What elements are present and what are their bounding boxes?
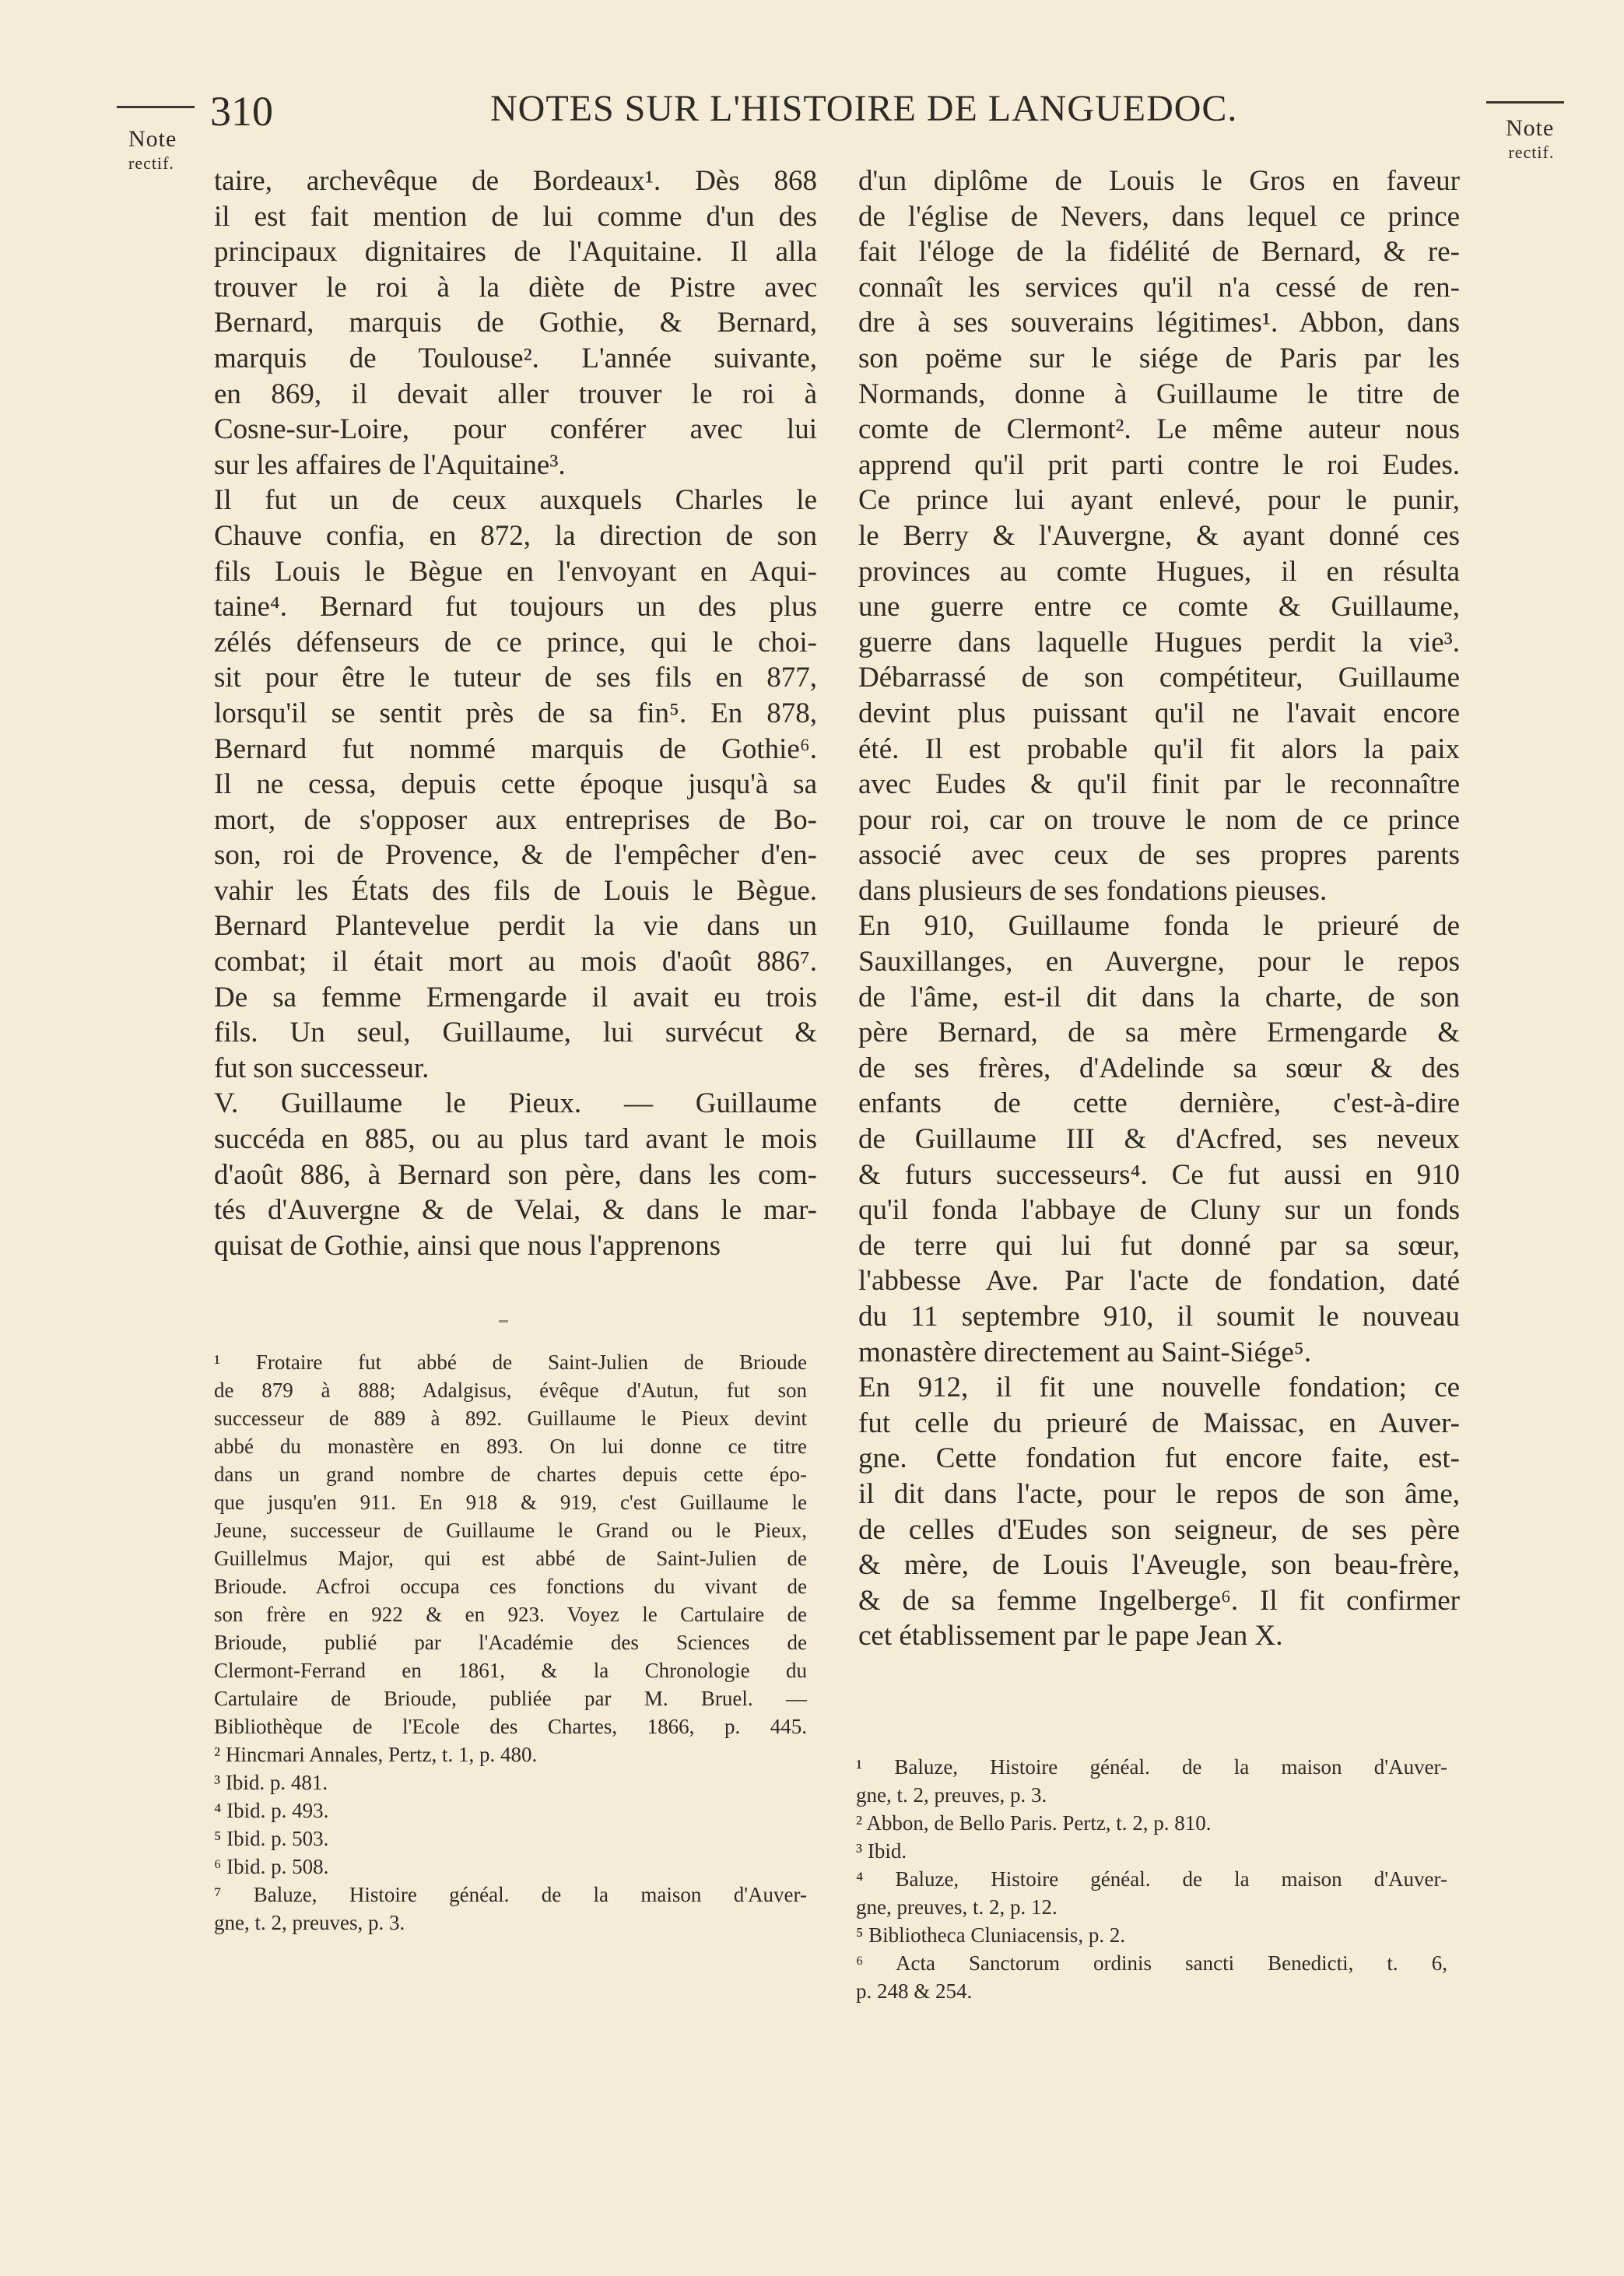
right-column-line: d'un diplôme de Louis le Gros en faveur [858,165,1460,197]
right-column-line: guerre dans laquelle Hugues perdit la vie³. [858,626,1460,659]
right-column-line: Normands, donne à Guillaume le titre de [858,378,1460,410]
left-footnote-line: Guillelmus Major, qui est abbé de Saint-Julien de [214,1547,807,1570]
left-footnote-line: successeur de 889 à 892. Guillaume le Pieux devint [214,1407,807,1430]
left-column-line: trouver le roi à la diète de Pistre avec [214,271,817,304]
right-column-line: connaît les services qu'il n'a cessé de ren- [858,271,1460,304]
left-column-line: vahir les États des fils de Louis le Bègue. [214,874,817,907]
right-column-line: devint plus puissant qu'il ne l'avait encore [858,697,1460,729]
right-column-line: de l'âme, est-il dit dans la charte, de son [858,981,1460,1013]
left-column-line: son, roi de Provence, & de l'empêcher d'en- [214,839,817,872]
left-column-line: Cosne-sur-Loire, pour conférer avec lui [214,413,817,446]
left-column-line: fut son successeur. [214,1052,430,1084]
right-column-line: fut celle du prieuré de Maissac, en Auver- [858,1407,1460,1439]
page-number: 310 [210,88,273,135]
left-column-line: Il ne cessa, depuis cette époque jusqu'à sa [214,768,817,801]
right-column-line: du 11 septembre 910, il soumit le nouveau [858,1301,1460,1333]
left-footnote-line: dans un grand nombre de chartes depuis cette épo- [214,1463,807,1486]
right-column-line: & mère, de Louis l'Aveugle, son beau-frère, [858,1549,1460,1582]
right-column-line: père Bernard, de sa mère Ermengarde & [858,1017,1460,1049]
left-footnote-line: Clermont-Ferrand en 1861, & la Chronologie du [214,1659,807,1682]
left-footnote-line: ⁷ Baluze, Histoire généal. de la maison d'Auver- [214,1883,807,1906]
margin-label-right-line2: rectif. [1508,142,1555,162]
right-column-line: provinces au comte Hugues, il en résulta [858,555,1460,588]
margin-label-left-line1: Note [128,126,177,152]
header-rule-left [117,106,195,108]
left-column-line: Bernard, marquis de Gothie, & Bernard, [214,307,817,339]
margin-label-left-line2: rectif. [128,153,174,173]
left-column-line: Il fut un de ceux auxquels Charles le [214,484,817,517]
right-column-line: de l'église de Nevers, dans lequel ce prince [858,200,1460,233]
left-column-line: Bernard fut nommé marquis de Gothie⁶. [214,732,817,765]
right-column-line: cet établissement par le pape Jean X. [858,1620,1283,1653]
margin-label-right [1506,115,1554,162]
left-footnote-line: son frère en 922 & en 923. Voyez le Cartulaire de [214,1603,807,1626]
left-column-line: principaux dignitaires de l'Aquitaine. Il alla [214,236,817,269]
left-column-line: tés d'Auvergne & de Velai, & dans le mar- [214,1194,817,1227]
left-footnote-line: que jusqu'en 911. En 918 & 919, c'est Guillaume le [214,1491,807,1514]
left-column-line: succéda en 885, ou au plus tard avant le mois [214,1123,817,1156]
right-column-line: enfants de cette dernière, c'est-à-dire [858,1087,1460,1120]
left-column-line: taire, archevêque de Bordeaux¹. Dès 868 [214,165,817,197]
left-column-line: V. Guillaume le Pieux. — Guillaume [214,1087,817,1120]
left-footnote-line: ¹ Frotaire fut abbé de Saint-Julien de Brioude [214,1350,807,1374]
right-column-line: il dit dans l'acte, pour le repos de son âme, [858,1477,1460,1510]
left-footnote-line: Brioude. Acfroi occupa ces fonctions du vivant de [214,1575,807,1598]
right-column-line: de ses frères, d'Adelinde sa sœur & des [858,1052,1460,1084]
right-column-line: En 912, il fit une nouvelle fondation; ce [858,1372,1460,1404]
right-footnote-line: ⁴ Baluze, Histoire généal. de la maison d'Auver- [856,1867,1447,1891]
right-column-line: qu'il fonda l'abbaye de Cluny sur un fonds [858,1194,1460,1227]
left-footnote-line: Cartulaire de Brioude, publiée par M. Bruel. — [214,1687,807,1710]
left-footnote-line: Bibliothèque de l'Ecole des Chartes, 1866, p. 445. [214,1715,807,1738]
right-column-line: Débarrassé de son compétiteur, Guillaume [858,662,1460,694]
left-column-line: combat; il était mort au mois d'août 886⁷. [214,946,817,978]
left-column-line: zélés défenseurs de ce prince, qui le choi- [214,626,817,659]
right-column-line: pour roi, car on trouve le nom de ce prince [858,803,1460,836]
separator-mark [499,1320,508,1322]
right-column-line: une guerre entre ce comte & Guillaume, [858,591,1460,623]
right-column-line: Ce prince lui ayant enlevé, pour le punir, [858,484,1460,517]
left-column-line: fils Louis le Bègue en l'envoyant en Aqui- [214,555,817,588]
left-column-line: taine⁴. Bernard fut toujours un des plus [214,591,817,623]
left-column-line: d'août 886, à Bernard son père, dans les com- [214,1158,817,1191]
right-footnote-line: ⁶ Acta Sanctorum ordinis sancti Benedicti, t. 6, [856,1951,1447,1975]
left-column-line: quisat de Gothie, ainsi que nous l'apprenons [214,1229,721,1262]
margin-label-right-line1: Note [1506,115,1555,141]
left-footnote-line: ² Hincmari Annales, Pertz, t. 1, p. 480. [214,1743,538,1766]
left-footnote-line: de 879 à 888; Adalgisus, évêque d'Autun, fut son [214,1379,807,1402]
right-column-line: l'abbesse Ave. Par l'acte de fondation, daté [858,1265,1460,1298]
left-column-line: Chauve confia, en 872, la direction de son [214,519,817,552]
right-column-line: & de sa femme Ingelberge⁶. Il fit confirmer [858,1584,1460,1617]
left-footnote-line: ³ Ibid. p. 481. [214,1771,328,1794]
right-column-line: le Berry & l'Auvergne, & ayant donné ces [858,519,1460,552]
right-column-line: son poëme sur le siége de Paris par les [858,342,1460,374]
right-column-line: dans plusieurs de ses fondations pieuses. [858,874,1328,907]
header-rule-right [1486,101,1564,104]
right-column-line: dre à ses souverains légitimes¹. Abbon, dans [858,307,1460,339]
left-column-line: lorsqu'il se sentit près de sa fin⁵. En 878, [214,697,817,729]
left-column-text [214,163,817,1263]
left-column-line: sur les affaires de l'Aquitaine³. [214,448,566,481]
left-column-line: Bernard Plantevelue perdit la vie dans un [214,910,817,943]
right-footnote-line: ³ Ibid. [856,1839,907,1863]
running-title: NOTES SUR L'HISTOIRE DE LANGUEDOC. [490,88,1238,129]
right-column-line: associé avec ceux de ses propres parents [858,839,1460,872]
left-footnotes [214,1348,807,1937]
right-column-text [858,163,1460,1654]
left-footnote-line: gne, t. 2, preuves, p. 3. [214,1911,405,1934]
left-footnote-line: Brioude, publié par l'Académie des Sciences de [214,1631,807,1654]
right-footnote-line: gne, t. 2, preuves, p. 3. [856,1783,1047,1807]
right-column-line: apprend qu'il prit parti contre le roi Eudes. [858,448,1460,481]
left-footnote-line: Jeune, successeur de Guillaume le Grand ou le Pieux, [214,1519,807,1542]
right-column-line: & futurs successeurs⁴. Ce fut aussi en 910 [858,1158,1460,1191]
left-footnote-line: ⁴ Ibid. p. 493. [214,1799,329,1822]
right-column-line: monastère directement au Saint-Siége⁵. [858,1336,1312,1368]
left-column-line: il est fait mention de lui comme d'un des [214,200,817,233]
left-column-line: fils. Un seul, Guillaume, lui survécut & [214,1017,817,1049]
right-column-line: gne. Cette fondation fut encore faite, est- [858,1442,1460,1475]
right-column-line: fait l'éloge de la fidélité de Bernard, & re- [858,236,1460,269]
right-column-line: de Guillaume III & d'Acfred, ses neveux [858,1123,1460,1156]
left-footnote-line: ⁵ Ibid. p. 503. [214,1827,329,1850]
right-footnote-line: gne, preuves, t. 2, p. 12. [856,1895,1058,1919]
margin-label-left [128,126,177,173]
left-column-line: De sa femme Ermengarde il avait eu trois [214,981,817,1013]
left-column-line: sit pour être le tuteur de ses fils en 877, [214,662,817,694]
left-footnote-line: abbé du monastère en 893. On lui donne ce titre [214,1435,807,1458]
left-column-line: mort, de s'opposer aux entreprises de Bo- [214,803,817,836]
right-footnote-line: ⁵ Bibliotheca Cluniacensis, p. 2. [856,1923,1126,1947]
left-footnote-line: ⁶ Ibid. p. 508. [214,1855,329,1878]
right-column-line: En 910, Guillaume fonda le prieuré de [858,910,1460,943]
right-footnote-line: p. 248 & 254. [856,1979,973,2003]
right-column-line: comte de Clermont². Le même auteur nous [858,413,1460,446]
right-footnote-line: ² Abbon, de Bello Paris. Pertz, t. 2, p. 810. [856,1811,1212,1835]
right-column-line: de terre qui lui fut donné par sa sœur, [858,1229,1460,1262]
right-column-line: de celles d'Eudes son seigneur, de ses père [858,1513,1460,1546]
right-column-line: Sauxillanges, en Auvergne, pour le repos [858,946,1460,978]
right-footnote-line: ¹ Baluze, Histoire généal. de la maison d'Auver- [856,1755,1447,1779]
left-column-line: en 869, il devait aller trouver le roi à [214,378,817,410]
right-footnotes [856,1753,1447,2005]
right-column-line: été. Il est probable qu'il fit alors la paix [858,732,1460,765]
right-column-line: avec Eudes & qu'il finit par le reconnaître [858,768,1460,801]
left-column-line: marquis de Toulouse². L'année suivante, [214,342,817,374]
